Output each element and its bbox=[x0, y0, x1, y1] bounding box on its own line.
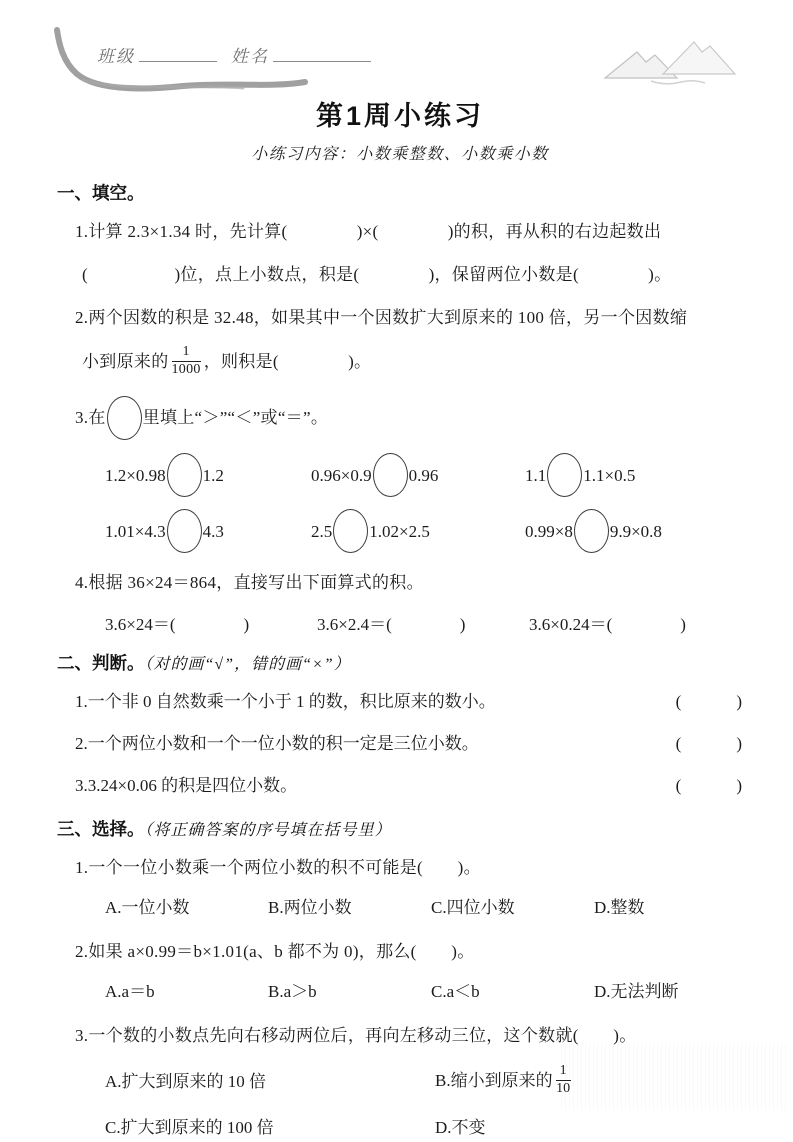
page-header bbox=[57, 26, 743, 92]
compare-circle-blank[interactable] bbox=[107, 396, 142, 440]
s3-q3-options-cd bbox=[57, 1114, 743, 1142]
option-c[interactable]: C.a＜b bbox=[431, 982, 480, 1002]
section2-heading-text: 二、判断。 bbox=[57, 653, 145, 674]
page-title: 第1周小练习 bbox=[315, 101, 485, 131]
option-c[interactable]: C.扩大到原来的 100 倍 bbox=[105, 1118, 274, 1138]
class-blank-line[interactable] bbox=[139, 47, 217, 62]
s1-q3-line bbox=[57, 397, 743, 441]
compare-circle-blank[interactable] bbox=[333, 509, 368, 553]
judge-answer-blank[interactable]: ( ) bbox=[675, 692, 743, 712]
judge-text: 1.一个非 0 自然数乘一个小于 1 的数，积比原来的数小。 bbox=[75, 692, 496, 712]
compare-left: 1.2×0.98 bbox=[105, 466, 166, 486]
s1-q2-line2 bbox=[57, 344, 743, 379]
compare-left: 0.99×8 bbox=[525, 522, 573, 542]
judge-answer-blank[interactable]: ( ) bbox=[675, 734, 743, 754]
compare-circle-blank[interactable] bbox=[574, 509, 609, 553]
compare-right: 1.1×0.5 bbox=[583, 466, 636, 486]
s1-q3-pre: 3.在 bbox=[75, 408, 106, 428]
judge-item-1 bbox=[57, 688, 743, 716]
s3-q2-line: 2.如果 a×0.99＝b×1.01(a、b 都不为 0)，那么( )。 bbox=[75, 942, 475, 962]
comparison-row-1 bbox=[57, 451, 743, 501]
compare-left: 1.1 bbox=[525, 466, 547, 486]
s1-q4-line1: 4.根据 36×24＝864，直接写出下面算式的积。 bbox=[75, 573, 424, 593]
judge-text: 2.一个两位小数和一个一位小数的积一定是三位小数。 bbox=[75, 734, 479, 754]
option-a[interactable]: A.a＝b bbox=[105, 982, 155, 1002]
fraction-numerator: 1 bbox=[172, 345, 201, 362]
name-blank-line[interactable] bbox=[273, 47, 371, 62]
answer-blank[interactable]: 3.6×2.4＝( ) bbox=[317, 615, 466, 635]
judge-answer-blank[interactable]: ( ) bbox=[675, 776, 743, 796]
comparison-item bbox=[311, 454, 525, 498]
section3-note: （将正确答案的序号填在括号里） bbox=[144, 822, 392, 840]
s1-q3-post: 里填上“＞”“＜”或“＝”。 bbox=[142, 408, 329, 428]
fraction-denominator: 1000 bbox=[171, 361, 201, 377]
s1-q4-answers bbox=[57, 610, 743, 635]
class-label: 班级 bbox=[97, 47, 135, 66]
option-d[interactable]: D.整数 bbox=[594, 898, 645, 918]
comparison-item bbox=[311, 510, 525, 554]
section3-heading-text: 三、选择。 bbox=[57, 819, 145, 840]
comparison-item bbox=[105, 454, 311, 498]
compare-right: 9.9×0.8 bbox=[609, 522, 662, 542]
compare-left: 0.96×0.9 bbox=[311, 466, 372, 486]
option-d[interactable]: D.无法判断 bbox=[594, 982, 679, 1002]
s3-q1-options bbox=[57, 894, 743, 922]
name-label: 姓名 bbox=[231, 47, 269, 66]
comparison-row-2 bbox=[57, 507, 743, 557]
s3-q2-options bbox=[57, 978, 743, 1006]
compare-circle-blank[interactable] bbox=[373, 453, 408, 497]
judge-item-2 bbox=[57, 730, 743, 758]
option-d[interactable]: D.不变 bbox=[435, 1118, 486, 1138]
option-c[interactable]: C.四位小数 bbox=[431, 898, 515, 918]
compare-circle-blank[interactable] bbox=[167, 453, 202, 497]
compare-right: 4.3 bbox=[202, 522, 224, 542]
option-a[interactable]: A.一位小数 bbox=[105, 898, 190, 918]
section2-heading bbox=[57, 650, 743, 675]
judge-item-3 bbox=[57, 772, 743, 800]
s3-q1-line: 1.一个一位小数乘一个两位小数的积不可能是( )。 bbox=[75, 858, 481, 878]
option-a[interactable]: A.扩大到原来的 10 倍 bbox=[105, 1072, 267, 1092]
mountains-icon bbox=[601, 34, 741, 86]
compare-left: 1.01×4.3 bbox=[105, 522, 166, 542]
watermark bbox=[561, 1044, 789, 1110]
student-info-fields bbox=[97, 42, 371, 67]
option-b[interactable] bbox=[435, 1063, 574, 1098]
compare-right: 0.96 bbox=[408, 466, 439, 486]
option-b[interactable]: B.a＞b bbox=[268, 982, 317, 1002]
fraction-1-1000 bbox=[172, 345, 201, 377]
compare-left: 2.5 bbox=[311, 522, 333, 542]
page-subtitle: 小练习内容：小数乘整数、小数乘小数 bbox=[251, 146, 549, 163]
fraction-numerator: 1 bbox=[556, 1064, 571, 1081]
s1-q1-line1: 1.计算 2.3×1.34 时，先计算( )×( )的积，再从积的右边起数出 bbox=[75, 222, 662, 241]
compare-circle-blank[interactable] bbox=[547, 453, 582, 497]
s1-q2-line2-post: ，则积是( )。 bbox=[203, 352, 372, 372]
section2-note: （对的画“√”，错的画“×”） bbox=[144, 656, 351, 674]
option-b-text: B.缩小到原来的 bbox=[435, 1071, 553, 1091]
section3-heading bbox=[57, 816, 743, 841]
s1-q1-line2: ( )位，点上小数点，积是( )，保留两位小数是( )。 bbox=[82, 265, 672, 284]
compare-circle-blank[interactable] bbox=[167, 509, 202, 553]
s1-q2-line2-pre: 小到原来的 bbox=[82, 352, 169, 372]
s1-q2-line1: 2.两个因数的积是 32.48，如果其中一个因数扩大到原来的 100 倍，另一个因数缩 bbox=[75, 308, 688, 327]
compare-right: 1.2 bbox=[202, 466, 224, 486]
comparison-item bbox=[105, 510, 311, 554]
option-b[interactable]: B.两位小数 bbox=[268, 898, 352, 918]
compare-right: 1.02×2.5 bbox=[369, 522, 430, 542]
answer-blank[interactable]: 3.6×0.24＝( ) bbox=[529, 615, 686, 635]
section1-heading: 一、填空。 bbox=[57, 183, 145, 203]
s3-q3-line: 3.一个数的小数点先向右移动两位后，再向左移动三位，这个数就( )。 bbox=[75, 1026, 637, 1046]
fraction-denominator: 10 bbox=[556, 1080, 571, 1096]
comparison-item bbox=[525, 454, 635, 498]
answer-blank[interactable]: 3.6×24＝( ) bbox=[105, 615, 250, 635]
comparison-item bbox=[525, 510, 662, 554]
judge-text: 3.3.24×0.06 的积是四位小数。 bbox=[75, 776, 298, 796]
